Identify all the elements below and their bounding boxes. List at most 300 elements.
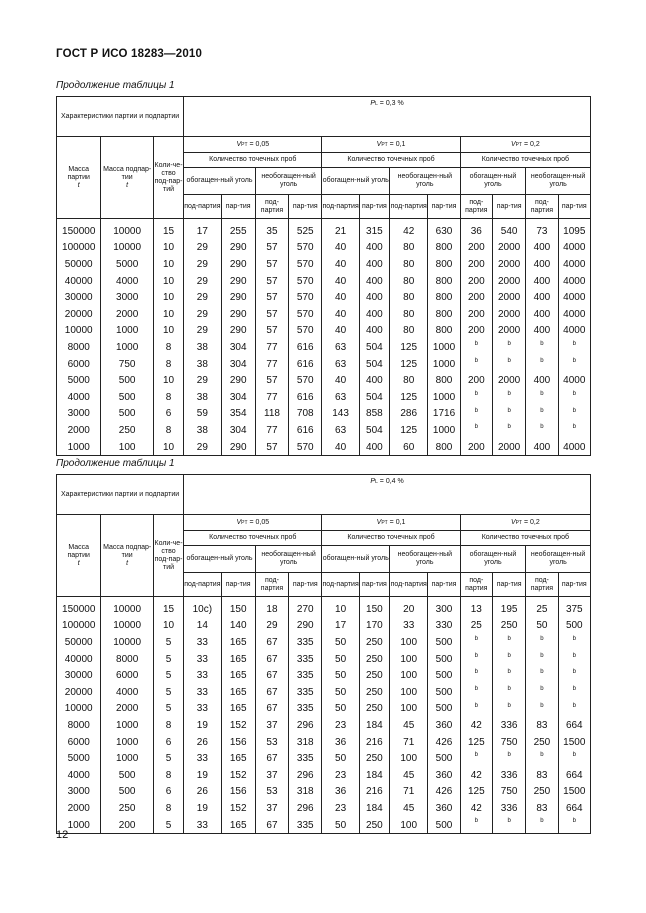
sublot-header: под-партия bbox=[322, 195, 359, 219]
table-cell: 150 bbox=[359, 597, 389, 618]
table-cell: 67 bbox=[255, 634, 288, 651]
table-cell: 2000 bbox=[492, 323, 525, 340]
table-cell: 165 bbox=[221, 651, 255, 668]
table-cell: 400 bbox=[359, 306, 389, 323]
table-cell: 143 bbox=[322, 406, 359, 423]
table-cell: 125 bbox=[390, 422, 428, 439]
table-cell: 80 bbox=[390, 372, 428, 389]
table-cell: 800 bbox=[428, 240, 460, 257]
table-cell: 125 bbox=[460, 784, 492, 801]
table-cell: 80 bbox=[390, 289, 428, 306]
unenriched-coal-header: необогащен-ный уголь bbox=[526, 546, 591, 573]
table-cell: 500 bbox=[428, 667, 460, 684]
table-cell: 100 bbox=[390, 651, 428, 668]
table-cell: 83 bbox=[526, 800, 558, 817]
table-cell: 4000 bbox=[101, 273, 153, 290]
table-cell: 40 bbox=[322, 240, 359, 257]
table-cell: 5000 bbox=[57, 750, 101, 767]
table-cell: 29 bbox=[184, 372, 221, 389]
table-cell: 30000 bbox=[57, 289, 101, 306]
table-cell: 30000 bbox=[57, 667, 101, 684]
table-cell: 13 bbox=[460, 597, 492, 618]
table-cell: 200 bbox=[460, 289, 492, 306]
table-cell: 150000 bbox=[57, 597, 101, 618]
enriched-coal-header: обогащен-ный уголь bbox=[184, 546, 256, 573]
enriched-coal-header: обогащен-ный уголь bbox=[322, 168, 390, 195]
samples-header: Количество точечных проб bbox=[322, 531, 460, 546]
samples-header: Количество точечных проб bbox=[460, 153, 590, 168]
table-cell: 67 bbox=[255, 667, 288, 684]
table-cell: 2000 bbox=[492, 306, 525, 323]
table-cell: b bbox=[492, 389, 525, 406]
samples-header: Количество точечных проб bbox=[184, 153, 322, 168]
table-cell: 10 bbox=[153, 306, 183, 323]
table-cell: b bbox=[492, 684, 525, 701]
table-cell: 335 bbox=[289, 651, 322, 668]
table-cell: 37 bbox=[255, 717, 288, 734]
table-row bbox=[57, 323, 591, 340]
table-cell: 10 bbox=[153, 273, 183, 290]
table-cell: 500 bbox=[428, 634, 460, 651]
table-cell: 25 bbox=[526, 597, 558, 618]
table-cell: 35 bbox=[255, 219, 288, 240]
characteristics-header: Характеристики партии и подпартии bbox=[57, 97, 184, 137]
table-cell: b bbox=[558, 634, 590, 651]
table-cell: 500 bbox=[428, 750, 460, 767]
table-cell: 1500 bbox=[558, 784, 590, 801]
table-cell: 400 bbox=[359, 256, 389, 273]
table-cell: b bbox=[492, 422, 525, 439]
table-cell: 67 bbox=[255, 750, 288, 767]
table-cell: 375 bbox=[558, 597, 590, 618]
table-cell: 100 bbox=[101, 439, 153, 456]
table-row bbox=[57, 684, 591, 701]
table-cell: 156 bbox=[221, 734, 255, 751]
table-cell: b bbox=[492, 701, 525, 718]
table-cell: 400 bbox=[359, 273, 389, 290]
table-cell: 38 bbox=[184, 389, 221, 406]
table-cell: 250 bbox=[101, 422, 153, 439]
table-row bbox=[57, 372, 591, 389]
table-cell: 3000 bbox=[57, 406, 101, 423]
table-cell: 50 bbox=[322, 684, 359, 701]
table-cell: 2000 bbox=[57, 422, 101, 439]
table-cell: 140 bbox=[221, 618, 255, 635]
table-cell: 1000 bbox=[101, 339, 153, 356]
table-cell: 400 bbox=[526, 240, 558, 257]
enriched-coal-header: обогащен-ный уголь bbox=[460, 546, 526, 573]
table-cell: 290 bbox=[221, 273, 255, 290]
table-cell: 50 bbox=[322, 750, 359, 767]
table-cell: 19 bbox=[184, 717, 221, 734]
table-cell: 20 bbox=[390, 597, 428, 618]
table-cell: 40000 bbox=[57, 651, 101, 668]
table-cell: 53 bbox=[255, 734, 288, 751]
table-cell: 5 bbox=[153, 634, 183, 651]
table-cell: 335 bbox=[289, 750, 322, 767]
table-cell: 8 bbox=[153, 767, 183, 784]
table-cell: 400 bbox=[526, 306, 558, 323]
table-cell: 38 bbox=[184, 356, 221, 373]
document-title: ГОСТ Р ИСО 18283—2010 bbox=[56, 48, 203, 60]
table-cell: 29 bbox=[184, 273, 221, 290]
table-cell: 29 bbox=[255, 618, 288, 635]
table-cell: 400 bbox=[526, 323, 558, 340]
table-cell: 290 bbox=[221, 323, 255, 340]
lot-header: пар-тия bbox=[492, 195, 525, 219]
table-cell: 1000 bbox=[101, 734, 153, 751]
lot-header: пар-тия bbox=[289, 573, 322, 597]
table-cell: b bbox=[460, 701, 492, 718]
table-cell: 4000 bbox=[558, 372, 590, 389]
lot-header: пар-тия bbox=[428, 195, 460, 219]
table-cell: 8000 bbox=[57, 717, 101, 734]
sublot-header: под-партия bbox=[255, 195, 288, 219]
table-cell: 570 bbox=[289, 240, 322, 257]
table-row bbox=[57, 306, 591, 323]
table-row bbox=[57, 406, 591, 423]
table-cell: 400 bbox=[526, 439, 558, 456]
table-cell: 570 bbox=[289, 439, 322, 456]
table-cell: 5000 bbox=[101, 256, 153, 273]
table-cell: 296 bbox=[289, 717, 322, 734]
table-cell: 8000 bbox=[101, 651, 153, 668]
table-cell: b bbox=[526, 634, 558, 651]
table-cell: 57 bbox=[255, 240, 288, 257]
table-cell: 1000 bbox=[101, 717, 153, 734]
table-cell: 400 bbox=[359, 289, 389, 306]
table-cell: 152 bbox=[221, 767, 255, 784]
table-cell: 216 bbox=[359, 784, 389, 801]
table-cell: 21 bbox=[322, 219, 359, 240]
enriched-coal-header: обогащен-ный уголь bbox=[184, 168, 256, 195]
table-cell: b bbox=[558, 389, 590, 406]
table-cell: b bbox=[526, 750, 558, 767]
characteristics-header: Характеристики партии и подпартии bbox=[57, 475, 184, 515]
table-cell: 800 bbox=[428, 256, 460, 273]
table-cell: 67 bbox=[255, 651, 288, 668]
table-cell: 664 bbox=[558, 717, 590, 734]
table-cell: 10000 bbox=[101, 219, 153, 240]
table-cell: 500 bbox=[428, 817, 460, 834]
table-cell: 500 bbox=[101, 784, 153, 801]
table-row bbox=[57, 256, 591, 273]
table-cell: 152 bbox=[221, 717, 255, 734]
table-cell: 286 bbox=[390, 406, 428, 423]
table-cell: 335 bbox=[289, 817, 322, 834]
table-cell: 165 bbox=[221, 684, 255, 701]
table-cell: b bbox=[460, 406, 492, 423]
table-cell: b bbox=[460, 651, 492, 668]
table-cell: 165 bbox=[221, 701, 255, 718]
table-cell: 42 bbox=[390, 219, 428, 240]
table-row bbox=[57, 767, 591, 784]
table-cell: 150 bbox=[221, 597, 255, 618]
table-cell: b bbox=[558, 406, 590, 423]
table-cell: 540 bbox=[492, 219, 525, 240]
table-cell: 500 bbox=[101, 406, 153, 423]
table-cell: 250 bbox=[101, 800, 153, 817]
table-cell: 5 bbox=[153, 651, 183, 668]
table-cell: 290 bbox=[221, 256, 255, 273]
table-cell: 200 bbox=[460, 240, 492, 257]
sublot-count-header: Коли-че-ство под-пар-тий bbox=[153, 515, 183, 597]
table-cell: 57 bbox=[255, 306, 288, 323]
table-cell: 335 bbox=[289, 684, 322, 701]
table-cell: 59 bbox=[184, 406, 221, 423]
table-cell: 10000 bbox=[57, 323, 101, 340]
table-cell: b bbox=[526, 684, 558, 701]
table-cell: 296 bbox=[289, 767, 322, 784]
table-cell: 125 bbox=[460, 734, 492, 751]
table-cell: 14 bbox=[184, 618, 221, 635]
table-cell: 616 bbox=[289, 422, 322, 439]
table-cell: 664 bbox=[558, 767, 590, 784]
table-cell: 42 bbox=[460, 767, 492, 784]
table-row bbox=[57, 339, 591, 356]
table-cell: 6 bbox=[153, 784, 183, 801]
table-cell: 270 bbox=[289, 597, 322, 618]
table-row bbox=[57, 634, 591, 651]
mass-sublot-header: Масса подпар-тии t bbox=[101, 515, 153, 597]
table-row bbox=[57, 734, 591, 751]
table-cell: b bbox=[558, 817, 590, 834]
pl-header: PL = 0,3 % bbox=[184, 97, 591, 137]
table-cell: 33 bbox=[184, 651, 221, 668]
table-cell: 200 bbox=[460, 372, 492, 389]
table-cell: b bbox=[492, 817, 525, 834]
table-cell: 125 bbox=[390, 389, 428, 406]
table-cell: 4000 bbox=[101, 684, 153, 701]
table-cell: 38 bbox=[184, 422, 221, 439]
table-cell: b bbox=[526, 701, 558, 718]
table-cell: 10 bbox=[153, 289, 183, 306]
table-cell: 616 bbox=[289, 356, 322, 373]
lot-header: пар-тия bbox=[558, 195, 590, 219]
table-caption: Продолжение таблицы 1 bbox=[56, 80, 175, 91]
table-cell: 50000 bbox=[57, 256, 101, 273]
table-cell: 296 bbox=[289, 800, 322, 817]
table-cell: 4000 bbox=[57, 767, 101, 784]
table-cell: 33 bbox=[184, 684, 221, 701]
table-cell: 40 bbox=[322, 273, 359, 290]
table-cell: 800 bbox=[428, 289, 460, 306]
table-cell: 250 bbox=[526, 784, 558, 801]
table-cell: 125 bbox=[390, 339, 428, 356]
vpt-header: VPT = 0,2 bbox=[460, 137, 590, 153]
table-cell: 255 bbox=[221, 219, 255, 240]
table-cell: 50 bbox=[322, 651, 359, 668]
table-cell: 23 bbox=[322, 717, 359, 734]
table-cell: 4000 bbox=[558, 240, 590, 257]
samples-header: Количество точечных проб bbox=[460, 531, 590, 546]
table-cell: 57 bbox=[255, 256, 288, 273]
table-cell: 525 bbox=[289, 219, 322, 240]
vpt-header: VPT = 0,05 bbox=[184, 137, 322, 153]
table-cell: 750 bbox=[101, 356, 153, 373]
table-cell: 318 bbox=[289, 784, 322, 801]
table-cell: 304 bbox=[221, 339, 255, 356]
lot-header: пар-тия bbox=[359, 195, 389, 219]
table-row bbox=[57, 717, 591, 734]
table-cell: 570 bbox=[289, 372, 322, 389]
table-row bbox=[57, 356, 591, 373]
samples-header: Количество точечных проб bbox=[184, 531, 322, 546]
table-cell: 42 bbox=[460, 717, 492, 734]
vpt-header: VPT = 0,2 bbox=[460, 515, 590, 531]
table-cell: 50 bbox=[322, 817, 359, 834]
table-cell: 360 bbox=[428, 800, 460, 817]
table-cell: 1500 bbox=[558, 734, 590, 751]
table-cell: 400 bbox=[526, 372, 558, 389]
table-cell: 57 bbox=[255, 439, 288, 456]
table-cell: 100 bbox=[390, 750, 428, 767]
table-cell: b bbox=[492, 406, 525, 423]
sublot-header: под-партия bbox=[184, 195, 221, 219]
table-cell: 290 bbox=[289, 618, 322, 635]
table-cell: 360 bbox=[428, 717, 460, 734]
table-cell: 5 bbox=[153, 750, 183, 767]
unenriched-coal-header: необогащен-ный уголь bbox=[255, 168, 322, 195]
table-cell: 37 bbox=[255, 800, 288, 817]
table-cell: 250 bbox=[359, 817, 389, 834]
table-cell: 504 bbox=[359, 339, 389, 356]
vpt-header: VPT = 0,1 bbox=[322, 515, 460, 531]
table-cell: 40000 bbox=[57, 273, 101, 290]
unenriched-coal-header: необогащен-ный уголь bbox=[526, 168, 591, 195]
table-cell: 165 bbox=[221, 750, 255, 767]
table-cell: 100 bbox=[390, 817, 428, 834]
sublot-header: под-партия bbox=[255, 573, 288, 597]
table-cell: b bbox=[526, 817, 558, 834]
table-cell: 80 bbox=[390, 306, 428, 323]
table-cell: b bbox=[492, 356, 525, 373]
sublot-header: под-партия bbox=[460, 573, 492, 597]
table-cell: 77 bbox=[255, 339, 288, 356]
table-cell: 83 bbox=[526, 717, 558, 734]
table-row bbox=[57, 240, 591, 257]
sampling-table bbox=[56, 474, 591, 834]
table-row bbox=[57, 219, 591, 240]
unenriched-coal-header: необогащен-ный уголь bbox=[255, 546, 322, 573]
vpt-header: VPT = 0,1 bbox=[322, 137, 460, 153]
table-cell: b bbox=[492, 634, 525, 651]
vpt-header: VPT = 0,05 bbox=[184, 515, 322, 531]
table-cell: 36 bbox=[460, 219, 492, 240]
table-cell: 500 bbox=[101, 389, 153, 406]
table-row bbox=[57, 817, 591, 834]
table-cell: 8 bbox=[153, 717, 183, 734]
table-cell: 400 bbox=[359, 240, 389, 257]
table-cell: 150000 bbox=[57, 219, 101, 240]
table-cell: 2000 bbox=[101, 306, 153, 323]
table-cell: 335 bbox=[289, 667, 322, 684]
table-cell: 2000 bbox=[57, 800, 101, 817]
table-cell: 500 bbox=[101, 767, 153, 784]
table-cell: 33 bbox=[184, 701, 221, 718]
table-cell: 400 bbox=[526, 289, 558, 306]
table-cell: 45 bbox=[390, 717, 428, 734]
table-cell: 10 bbox=[322, 597, 359, 618]
table-cell: 63 bbox=[322, 339, 359, 356]
table-cell: 29 bbox=[184, 289, 221, 306]
table-cell: 63 bbox=[322, 356, 359, 373]
table-cell: 3000 bbox=[57, 784, 101, 801]
table-cell: 19 bbox=[184, 800, 221, 817]
table-cell: 500 bbox=[101, 372, 153, 389]
table-cell: 45 bbox=[390, 767, 428, 784]
table-cell: 33 bbox=[390, 618, 428, 635]
table-cell: 100 bbox=[390, 667, 428, 684]
table-cell: 165 bbox=[221, 634, 255, 651]
table-cell: 6000 bbox=[57, 356, 101, 373]
table-cell: 195 bbox=[492, 597, 525, 618]
table-cell: 8 bbox=[153, 389, 183, 406]
table-cell: 290 bbox=[221, 306, 255, 323]
table-cell: 500 bbox=[428, 701, 460, 718]
table-cell: 708 bbox=[289, 406, 322, 423]
table-cell: 4000 bbox=[558, 289, 590, 306]
table-cell: 250 bbox=[359, 684, 389, 701]
table-cell: 26 bbox=[184, 734, 221, 751]
table-cell: 858 bbox=[359, 406, 389, 423]
table-cell: 616 bbox=[289, 339, 322, 356]
table-caption: Продолжение таблицы 1 bbox=[56, 458, 175, 469]
table-cell: 2000 bbox=[492, 439, 525, 456]
table-row bbox=[57, 701, 591, 718]
table-cell: b bbox=[558, 667, 590, 684]
table-cell: 200 bbox=[460, 273, 492, 290]
table-cell: 570 bbox=[289, 289, 322, 306]
table-cell: 10 bbox=[153, 439, 183, 456]
table-cell: 6000 bbox=[101, 667, 153, 684]
table-cell: 100 bbox=[390, 634, 428, 651]
table-cell: 10000 bbox=[101, 634, 153, 651]
table-cell: b bbox=[526, 651, 558, 668]
table-cell: b bbox=[460, 422, 492, 439]
table-cell: 57 bbox=[255, 289, 288, 306]
table-cell: 290 bbox=[221, 439, 255, 456]
table-cell: 5000 bbox=[57, 372, 101, 389]
table-cell: 290 bbox=[221, 372, 255, 389]
table-cell: 18 bbox=[255, 597, 288, 618]
table-cell: 10c) bbox=[184, 597, 221, 618]
sublot-header: под-партия bbox=[526, 195, 558, 219]
table-cell: 504 bbox=[359, 356, 389, 373]
table-row bbox=[57, 667, 591, 684]
table-cell: 330 bbox=[428, 618, 460, 635]
table-cell: 336 bbox=[492, 717, 525, 734]
table-cell: 1000 bbox=[428, 422, 460, 439]
table-cell: 5 bbox=[153, 701, 183, 718]
table-cell: 71 bbox=[390, 734, 428, 751]
table-cell: 80 bbox=[390, 273, 428, 290]
table-cell: 37 bbox=[255, 767, 288, 784]
table-cell: 1716 bbox=[428, 406, 460, 423]
table-cell: 504 bbox=[359, 422, 389, 439]
table-cell: 23 bbox=[322, 767, 359, 784]
table-cell: 4000 bbox=[558, 256, 590, 273]
table-cell: 42 bbox=[460, 800, 492, 817]
table-row bbox=[57, 289, 591, 306]
table-cell: 184 bbox=[359, 717, 389, 734]
table-cell: 83 bbox=[526, 767, 558, 784]
sublot-count-header: Коли-че-ство под-пар-тий bbox=[153, 137, 183, 219]
sublot-header: под-партия bbox=[460, 195, 492, 219]
table-cell: 4000 bbox=[558, 306, 590, 323]
table-cell: 15 bbox=[153, 597, 183, 618]
table-cell: 40 bbox=[322, 372, 359, 389]
